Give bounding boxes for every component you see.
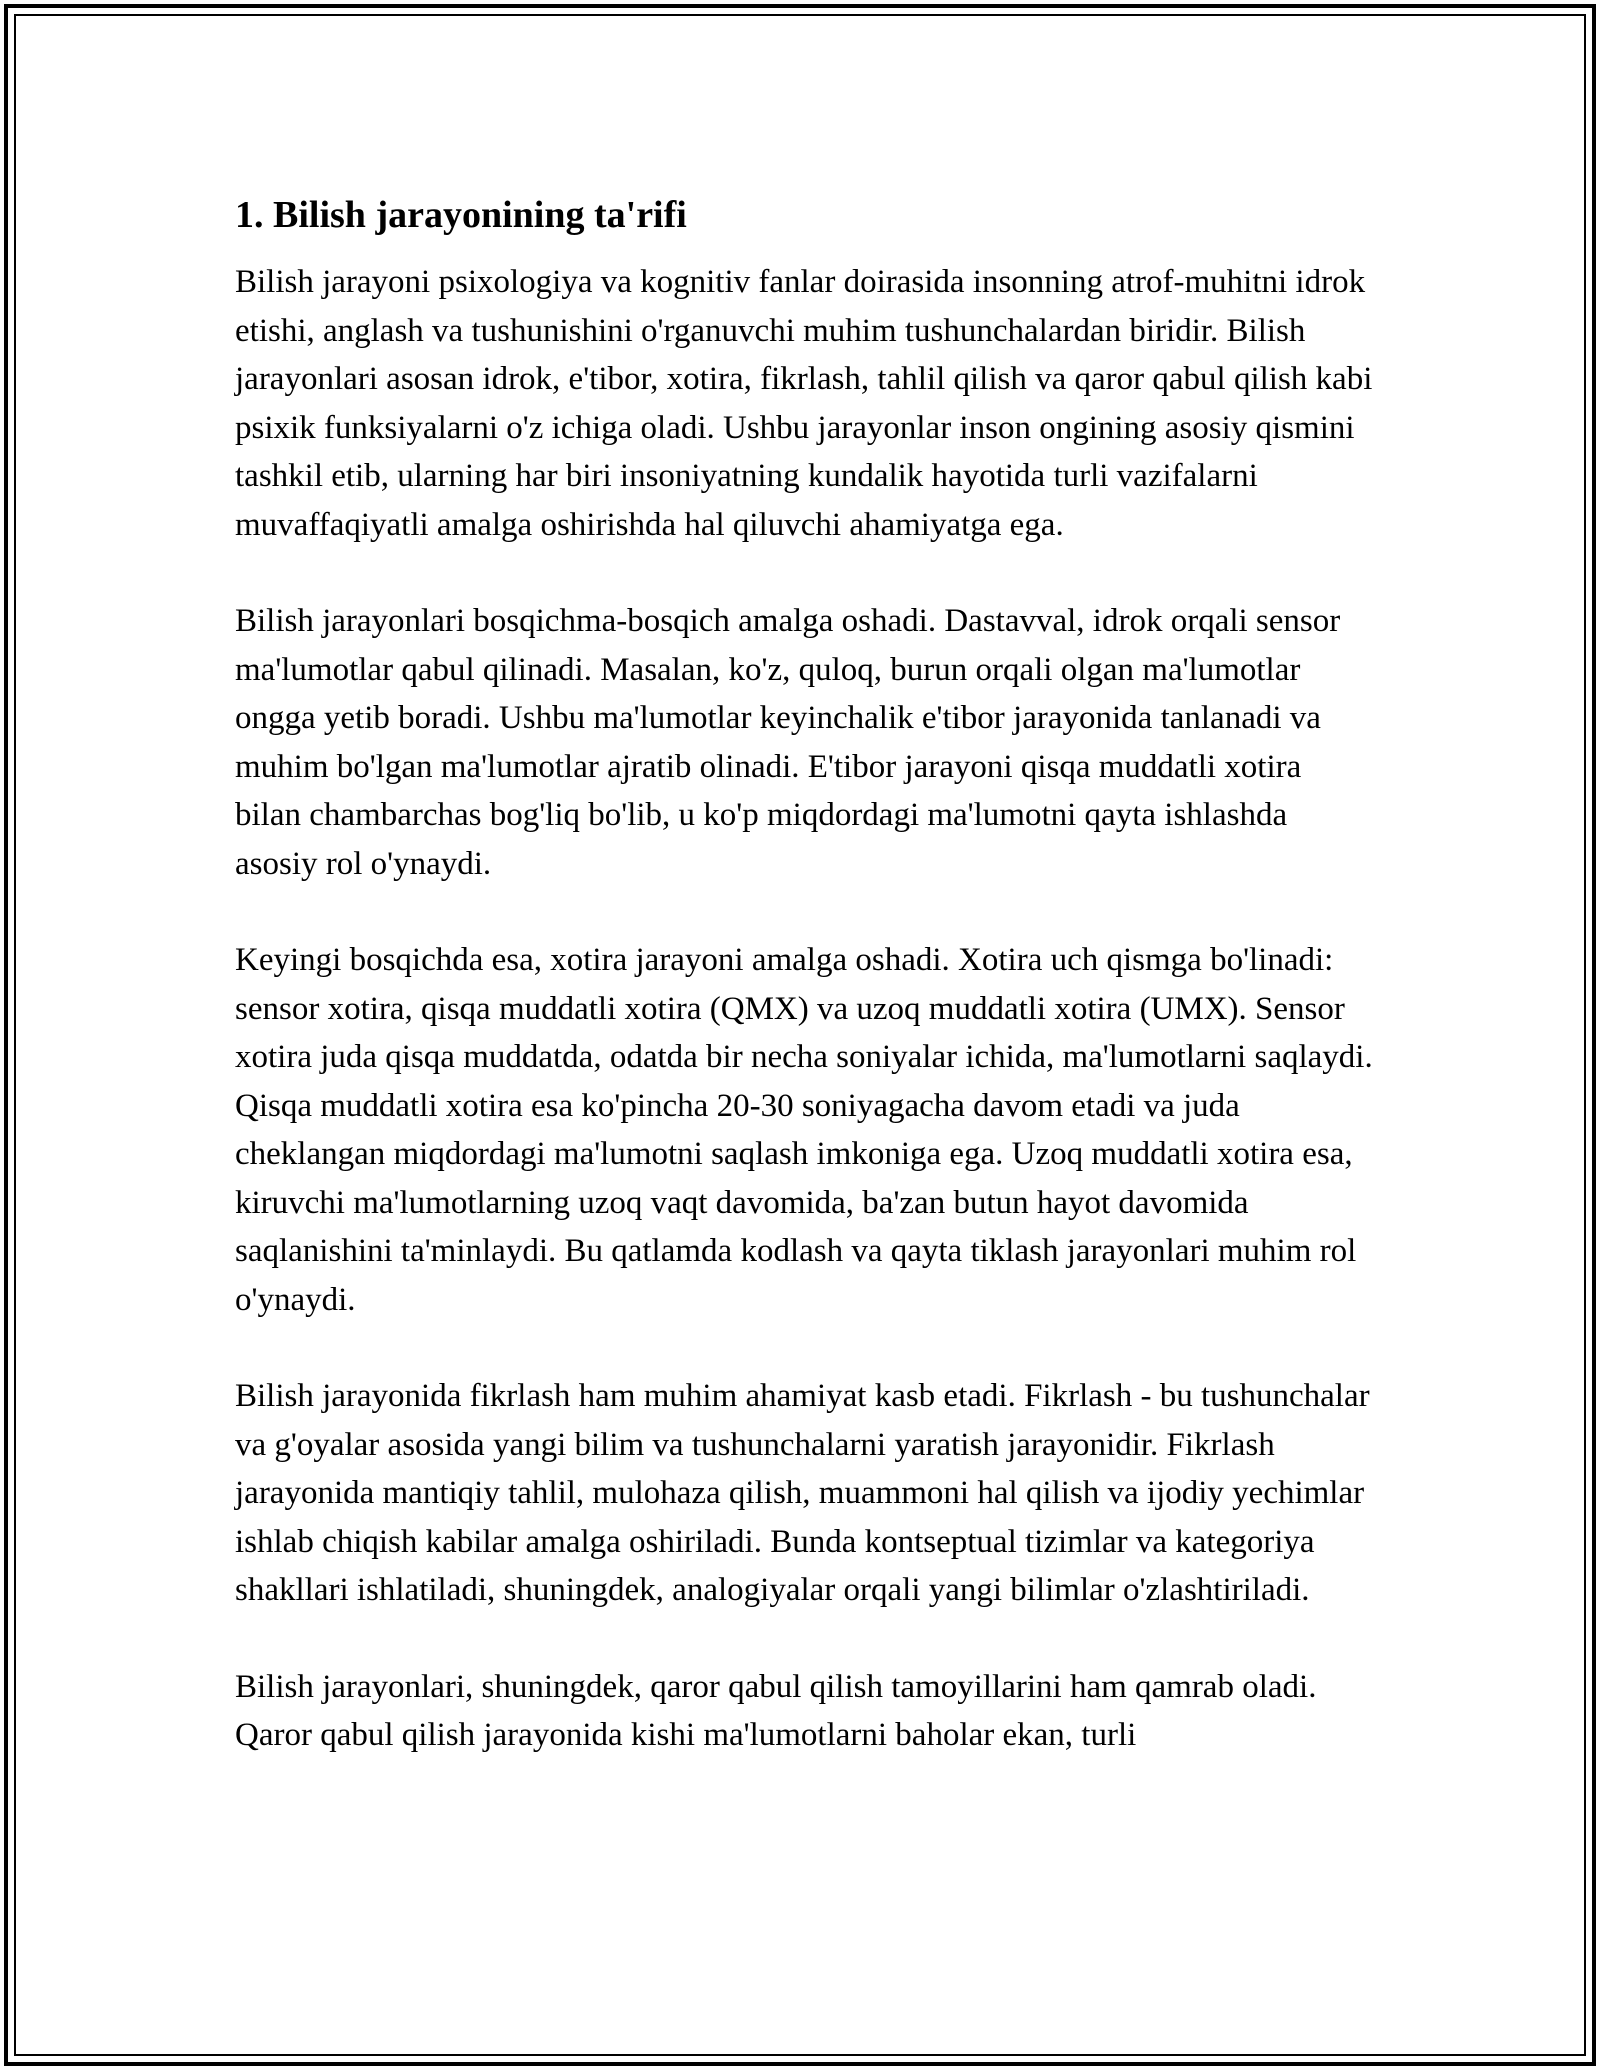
paragraph-2: Bilish jarayonlari bosqichma-bosqich amalga oshadi. Dastavval, idrok orqali sensor ma'lumotlar qabul qilinadi. Masalan, ko'z, quloq, burun orqali olgan ma'lumotlar ongga yetib boradi. Ushbu ma'lumotlar keyinchalik e'tibor jarayonida tanlanadi va muhim bo'lgan ma'lumotlar ajratib olinadi. E'tibor jarayoni qisqa muddatli xotira bilan chambarchas bog'liq bo'lib, u ko'p miqdordagi ma'lumotni qayta ishlashda asosiy rol o'ynaydi. <box>235 603 1341 882</box>
paragraph-3: Keyingi bosqichda esa, xotira jarayoni amalga oshadi. Xotira uch qismga bo'linadi: sensor xotira, qisqa muddatli xotira (QMX) va uzoq muddatli xotira (UMX). Sensor xotira juda qisqa muddatda, odatda bir necha soniyalar ichida, ma'lumotlarni saqlaydi. Qisqa muddatli xotira esa ko'pincha 20-30 soniyagacha davom etadi va juda cheklangan miqdordagi ma'lumotni saqlash imkoniga ega. Uzoq muddatli xotira esa, kiruvchi ma'lumotlarning uzoq vaqt davomida, ba'zan butun hayot davomida saqlanishini ta'minlaydi. Bu qatlamda kodlash va qayta tiklash jarayonlari muhim rol o'ynaydi. <box>235 942 1373 1318</box>
paragraph-5: Bilish jarayonlari, shuningdek, qaror qabul qilish tamoyillarini ham qamrab oladi. Qaror qabul qilish jarayonida kishi ma'lumotlarni baholar ekan, turli <box>235 1668 1317 1753</box>
section-heading: 1. Bilish jarayonining ta'rifi <box>235 194 687 236</box>
paragraph-1: Bilish jarayoni psixologiya va kognitiv fanlar doirasida insonning atrof-muhitni idrok etishi, anglash va tushunishini o'rganuvchi muhim tushunchalardan biridir. Bilish jarayonlari asosan idrok, e'tibor, xotira, fikrlash, tahlil qilish va qaror qabul qilish kabi psixik funksiyalarni o'z ichiga oladi. Ushbu jarayonlar inson ongining asosiy qismini tashkil etib, ularning har biri insoniyatning kundalik hayotida turli vazifalarni muvaffaqiyatli amalga oshirishda hal qiluvchi ahamiyatga ega. <box>235 264 1373 543</box>
document-body <box>235 188 1375 1808</box>
paragraph-4: Bilish jarayonida fikrlash ham muhim ahamiyat kasb etadi. Fikrlash - bu tushunchalar va g'oyalar asosida yangi bilim va tushunchalarni yaratish jarayonidir. Fikrlash jarayonida mantiqiy tahlil, mulohaza qilish, muammoni hal qilish va ijodiy yechimlar ishlab chiqish kabilar amalga oshiriladi. Bunda kontseptual tizimlar va kategoriya shakllari ishlatiladi, shuningdek, analogiyalar orqali yangi bilimlar o'zlashtiriladi. <box>235 1378 1370 1608</box>
